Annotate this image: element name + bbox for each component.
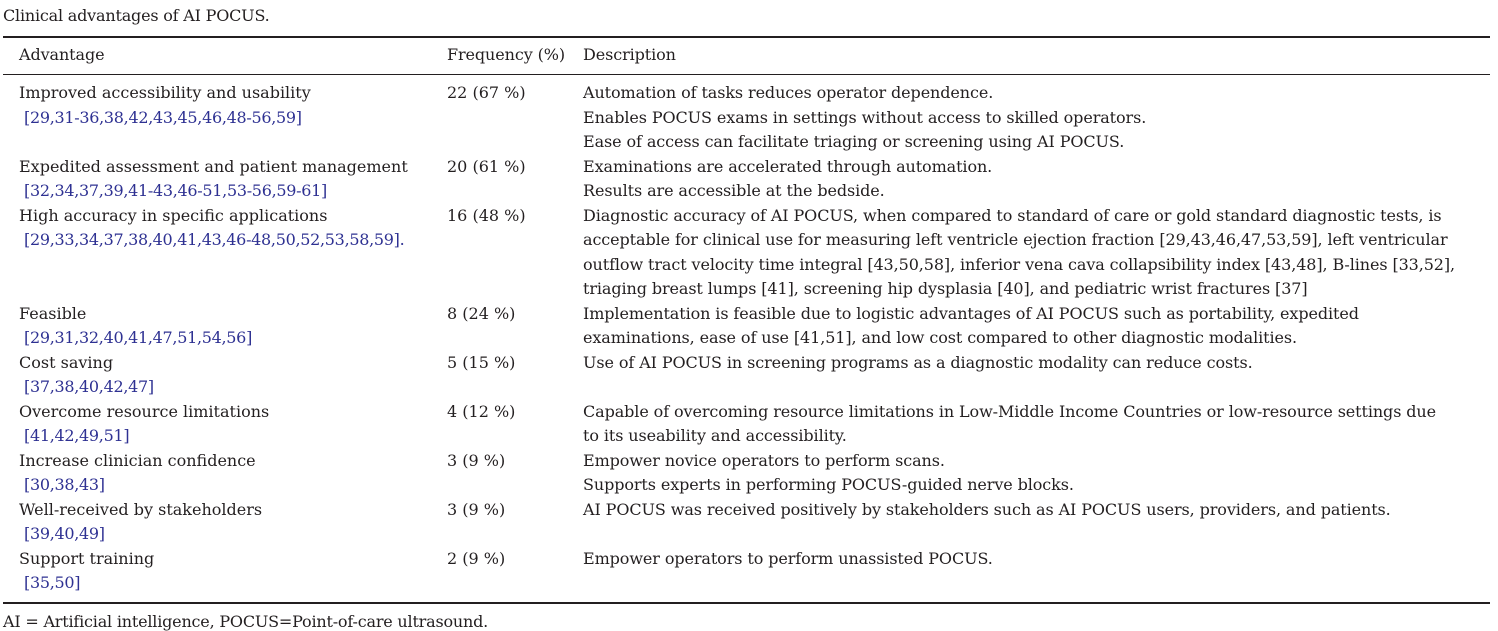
- description-cell: [583, 498, 1478, 523]
- advantage-cell: [19, 400, 434, 449]
- description-line: triaging breast lumps [41], screening hip dysplasia [40], and pediatric wrist fractures [37]: [583, 279, 1308, 298]
- table-row: [0, 498, 1498, 547]
- description-cell: [583, 204, 1478, 302]
- description-line: to its useability and accessibility.: [583, 426, 847, 445]
- table-row: [0, 155, 1498, 204]
- advantage-label: Well-received by stakeholders: [19, 499, 263, 519]
- description-line: Implementation is feasible due to logistic advantages of AI POCUS such as portability, expedited: [583, 303, 1359, 323]
- advantage-cell: [19, 302, 434, 351]
- advantage-label: Increase clinician confidence: [19, 450, 256, 470]
- description-line: Automation of tasks reduces operator dependence.: [583, 83, 994, 102]
- table-footnote: AI = Artificial intelligence, POCUS=Point-of-care ultrasound.: [3, 612, 489, 631]
- advantage-references[interactable]: [35,50]: [24, 573, 81, 592]
- advantage-references[interactable]: [41,42,49,51]: [24, 426, 130, 445]
- description-cell: [583, 351, 1478, 376]
- header-frequency: Frequency (%): [447, 45, 566, 64]
- advantage-cell: [19, 449, 434, 498]
- table-row: [0, 302, 1498, 351]
- table-row: [0, 400, 1498, 449]
- description-line: Empower operators to perform unassisted POCUS.: [583, 548, 993, 568]
- description-cell: [583, 400, 1478, 449]
- frequency-cell: 20 (61 %): [447, 156, 526, 176]
- description-cell: [583, 449, 1478, 498]
- frequency-cell: 2 (9 %): [447, 548, 506, 568]
- frequency-cell: 4 (12 %): [447, 401, 516, 421]
- table-row: [0, 449, 1498, 498]
- table-row: [0, 81, 1498, 155]
- header-advantage: Advantage: [19, 45, 105, 64]
- header-description: Description: [583, 45, 676, 64]
- advantage-references[interactable]: [39,40,49]: [24, 524, 105, 543]
- advantage-cell: [19, 547, 434, 596]
- description-line: examinations, ease of use [41,51], and low cost compared to other diagnostic modalities.: [583, 328, 1297, 347]
- advantage-label: Support training: [19, 548, 155, 568]
- description-line: AI POCUS was received positively by stakeholders such as AI POCUS users, providers, and patients.: [583, 499, 1391, 519]
- advantage-label: Improved accessibility and usability: [19, 83, 311, 102]
- advantage-references[interactable]: [32,34,37,39,41-43,46-51,53-56,59-61]: [24, 181, 327, 200]
- frequency-cell: 3 (9 %): [447, 450, 506, 470]
- description-line: outflow tract velocity time integral [43,50,58], inferior vena cava collapsibility index [43,48], B-lines [33,52],: [583, 254, 1456, 274]
- description-line: acceptable for clinical use for measuring left ventricle ejection fraction [29,43,46,47,53,59], left ventricular: [583, 230, 1448, 249]
- advantage-references[interactable]: [29,31-36,38,42,43,45,46,48-56,59]: [24, 107, 302, 127]
- description-line: Diagnostic accuracy of AI POCUS, when compared to standard of care or gold standard diagnostic tests, is: [583, 205, 1442, 225]
- advantage-references[interactable]: [30,38,43]: [24, 475, 105, 494]
- description-line: Capable of overcoming resource limitations in Low-Middle Income Countries or low-resource settings due: [583, 401, 1437, 421]
- frequency-cell: 3 (9 %): [447, 499, 506, 519]
- advantage-references[interactable]: [29,31,32,40,41,47,51,54,56]: [24, 328, 253, 347]
- advantage-cell: [19, 81, 434, 130]
- table-bottom-rule: [3, 602, 1490, 604]
- frequency-cell: 8 (24 %): [447, 303, 516, 323]
- description-line: Enables POCUS exams in settings without access to skilled operators.: [583, 107, 1147, 127]
- description-line: Ease of access can facilitate triaging or screening using AI POCUS.: [583, 132, 1125, 151]
- frequency-cell: 16 (48 %): [447, 205, 526, 225]
- advantage-label: Expedited assessment and patient management: [19, 156, 408, 176]
- table-row: [0, 204, 1498, 302]
- advantage-label: High accuracy in specific applications: [19, 205, 328, 225]
- advantage-cell: [19, 498, 434, 547]
- description-line: Use of AI POCUS in screening programs as a diagnostic modality can reduce costs.: [583, 352, 1253, 372]
- advantage-label: Overcome resource limitations: [19, 401, 270, 421]
- advantage-label: Feasible: [19, 303, 87, 323]
- table-header-row: [0, 45, 1498, 69]
- description-line: Empower novice operators to perform scans.: [583, 450, 945, 470]
- advantage-cell: [19, 351, 434, 400]
- advantage-cell: [19, 155, 434, 204]
- description-cell: [583, 547, 1478, 572]
- table-caption: Clinical advantages of AI POCUS.: [3, 6, 270, 25]
- table-body: [0, 81, 1498, 596]
- frequency-cell: 22 (67 %): [447, 83, 526, 102]
- description-cell: [583, 155, 1478, 204]
- advantage-references[interactable]: [29,33,34,37,38,40,41,43,46-48,50,52,53,58,59].: [24, 230, 405, 249]
- advantage-references[interactable]: [37,38,40,42,47]: [24, 377, 154, 396]
- description-cell: [583, 302, 1478, 351]
- description-line: Results are accessible at the bedside.: [583, 181, 885, 200]
- advantage-label: Cost saving: [19, 352, 114, 372]
- description-line: Examinations are accelerated through automation.: [583, 156, 993, 176]
- advantage-cell: [19, 204, 434, 253]
- description-cell: [583, 81, 1478, 155]
- table-top-rule: [3, 36, 1490, 38]
- description-line: Supports experts in performing POCUS-guided nerve blocks.: [583, 475, 1074, 494]
- table-header-rule: [3, 74, 1490, 75]
- frequency-cell: 5 (15 %): [447, 352, 516, 372]
- table-row: [0, 547, 1498, 596]
- table-row: [0, 351, 1498, 400]
